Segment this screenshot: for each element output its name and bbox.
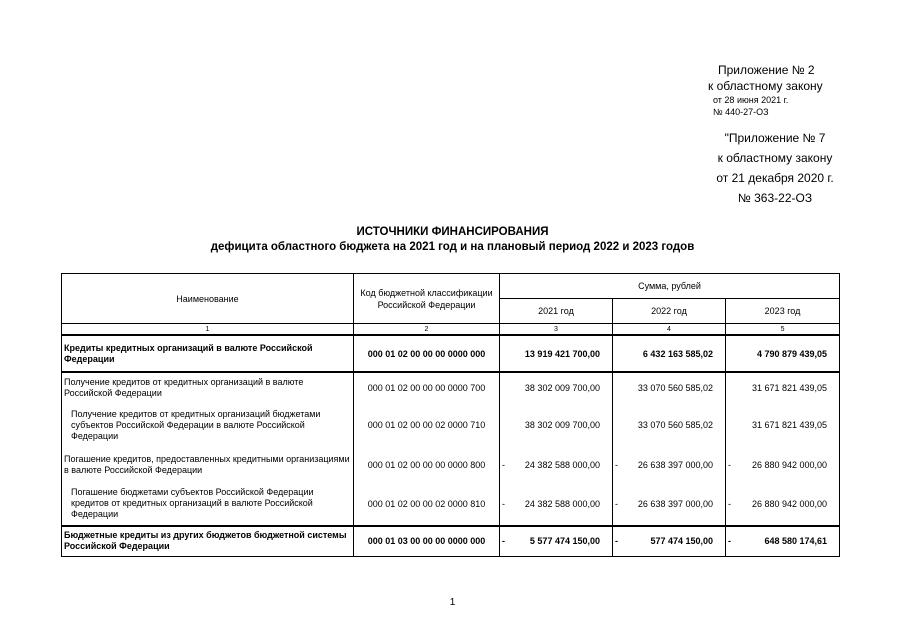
header-sum: Сумма, рублей	[500, 274, 840, 299]
col-number: 4	[613, 324, 726, 336]
row-code: 000 01 03 00 00 00 0000 000	[354, 526, 500, 556]
amount-2021: 38 302 009 700,00	[524, 382, 600, 393]
amount-2021: 24 382 588 000,00	[524, 460, 600, 470]
row-name: Кредиты кредитных организаций в валюте Российской Федерации	[62, 335, 354, 372]
row-code: 000 01 02 00 00 00 0000 000	[354, 335, 500, 372]
row-code: 000 01 02 00 00 02 0000 710	[354, 402, 500, 448]
amount-2023: 4 790 879 439,05	[756, 348, 828, 359]
amount-sign: -	[502, 460, 505, 470]
row-name: Получение кредитов от кредитных организаций бюджетами субъектов Российской Федерации в валюте Российской Федерации	[62, 402, 354, 448]
amount-sign: -	[615, 498, 618, 509]
table-row	[62, 335, 840, 372]
document-subtitle: дефицита областного бюджета на 2021 год и на плановый период 2022 и 2023 годов	[210, 241, 695, 253]
row-name: Получение кредитов от кредитных организаций в валюте Российской Федерации	[62, 372, 354, 402]
col-number: 5	[726, 324, 840, 336]
header-2023: 2023 год	[726, 299, 840, 324]
page-number: 1	[449, 597, 456, 608]
appendix-original-date: от 21 декабря 2020 г.	[716, 171, 834, 185]
table-row	[62, 372, 840, 402]
col-number: 1	[62, 324, 354, 336]
appendix-current-block	[708, 62, 888, 118]
amount-sign: -	[728, 498, 731, 509]
amount-sign: -	[615, 460, 618, 470]
appendix-original-block	[700, 128, 850, 208]
amount-2023: 31 671 821 439,05	[751, 382, 828, 393]
row-code: 000 01 02 00 00 02 0000 810	[354, 482, 500, 526]
document-title: ИСТОЧНИКИ ФИНАНСИРОВАНИЯ	[356, 226, 549, 238]
appendix-current-law-number: № 440-27-ОЗ	[713, 107, 769, 117]
col-number: 3	[500, 324, 613, 336]
amount-2023: 26 880 942 000,00	[751, 498, 828, 509]
amount-2022: 6 432 163 585,02	[642, 348, 713, 359]
amount-2023: 31 671 821 439,05	[751, 420, 828, 430]
appendix-current-law: к областному закону	[708, 79, 823, 93]
amount-2021: 5 577 474 150,00	[529, 536, 600, 547]
appendix-original-law-number: № 363-22-ОЗ	[737, 191, 813, 205]
table-row	[62, 448, 840, 482]
table-row	[62, 482, 840, 526]
amount-2022: 26 638 397 000,00	[637, 460, 713, 470]
amount-2023: 648 580 174,61	[764, 536, 828, 547]
financing-sources-table	[61, 273, 840, 557]
row-name: Погашение кредитов, предоставленных кредитными организациями в валюте Российской Федерации	[62, 448, 354, 482]
amount-sign: -	[728, 460, 731, 470]
amount-2021: 13 919 421 700,00	[524, 348, 600, 359]
amount-2022: 577 474 150,00	[650, 536, 713, 547]
amount-2023: 26 880 942 000,00	[751, 460, 828, 470]
header-code: Код бюджетной классификации Российской Федерации	[354, 274, 500, 324]
amount-sign: -	[615, 536, 618, 547]
amount-2022: 33 070 560 585,02	[637, 382, 713, 393]
amount-2022: 26 638 397 000,00	[637, 498, 713, 509]
table-row	[62, 402, 840, 448]
col-number: 2	[354, 324, 500, 336]
header-2022: 2022 год	[613, 299, 726, 324]
row-code: 000 01 02 00 00 00 0000 700	[354, 372, 500, 402]
appendix-original-law: к областному закону	[717, 151, 833, 165]
amount-sign: -	[502, 536, 505, 547]
row-code: 000 01 02 00 00 00 0000 800	[354, 448, 500, 482]
header-2021: 2021 год	[500, 299, 613, 324]
amount-2021: 24 382 588 000,00	[524, 498, 600, 509]
row-name: Погашение бюджетами субъектов Российской Федерации кредитов от кредитных организаций в валюте Российской Федерации	[62, 482, 354, 526]
appendix-current-date: от 28 июня 2021 г.	[713, 95, 789, 105]
amount-2022: 33 070 560 585,02	[637, 420, 713, 430]
appendix-current-number: Приложение № 2	[718, 63, 815, 77]
amount-sign: -	[728, 536, 731, 547]
header-name: Наименование	[62, 274, 354, 324]
row-name: Бюджетные кредиты из других бюджетов бюджетной системы Российской Федерации	[62, 526, 354, 556]
table-row	[62, 526, 840, 556]
appendix-original-number: "Приложение № 7	[724, 131, 826, 145]
amount-sign: -	[502, 498, 505, 509]
amount-2021: 38 302 009 700,00	[524, 420, 600, 430]
